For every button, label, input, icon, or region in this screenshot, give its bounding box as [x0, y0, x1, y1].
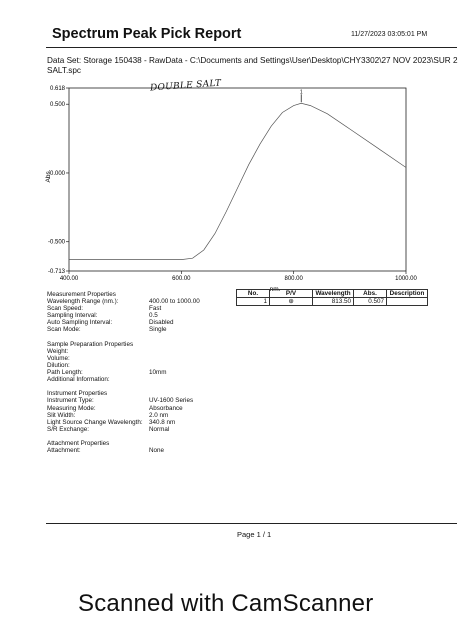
property-key: Measuring Mode: — [47, 404, 96, 412]
y-tick-label: -0.500 — [47, 239, 65, 246]
property-row — [47, 305, 237, 312]
attachment-heading: Attachment Properties — [47, 439, 110, 447]
property-key: Dilution: — [47, 361, 70, 369]
property-row — [47, 362, 237, 369]
property-key: Attachment: — [47, 447, 81, 455]
cell-abs: 0.507 — [354, 298, 387, 306]
property-key: Scan Mode: — [47, 326, 81, 334]
measurement-properties — [47, 298, 237, 333]
header-divider — [46, 47, 457, 48]
peak-label: 1 — [299, 89, 303, 96]
property-value: 0.5 — [149, 312, 158, 320]
col-no: No. — [237, 290, 270, 298]
property-row — [47, 312, 237, 319]
property-value: 2.0 nm — [149, 411, 169, 419]
y-tick-label: 0.000 — [49, 170, 65, 177]
property-key: Light Source Change Wavelength: — [47, 418, 143, 426]
property-value: Normal — [149, 425, 170, 433]
x-tick-label: 600.00 — [172, 276, 191, 282]
col-pv: P/V — [270, 290, 313, 298]
property-value: Fast — [149, 305, 162, 313]
instrument-properties — [47, 397, 237, 432]
property-row — [47, 319, 237, 326]
property-key: Instrument Type: — [47, 397, 94, 405]
series-line — [69, 103, 406, 259]
peak-layer — [300, 89, 303, 102]
property-value: UV-1600 Series — [149, 397, 194, 405]
x-tick-label: 1000.00 — [395, 276, 417, 282]
peak-table — [236, 289, 428, 306]
camscanner-watermark: Scanned with CamScanner — [78, 590, 374, 617]
y-tick-label: 0.618 — [49, 86, 65, 92]
property-value: 340.8 nm — [149, 418, 176, 426]
property-key: Slit Width: — [47, 411, 76, 419]
spectrum-chart — [30, 84, 420, 293]
page-number: Page 1 / 1 — [237, 530, 272, 539]
cell-wavelength: 813.50 — [313, 298, 354, 306]
property-row — [47, 298, 237, 305]
table-row — [237, 298, 428, 306]
property-row — [47, 419, 237, 426]
property-value: Disabled — [149, 319, 174, 327]
property-row — [47, 412, 237, 419]
x-axis-label: nm. — [269, 286, 281, 293]
property-row — [47, 405, 237, 412]
property-key: Wavelength Range (nm.): — [47, 298, 119, 306]
col-wavelength: Wavelength — [313, 290, 354, 298]
property-key: Auto Sampling Interval: — [47, 319, 113, 327]
property-row — [47, 326, 237, 333]
measurement-heading: Measurement Properties — [47, 291, 116, 298]
property-value: None — [149, 447, 165, 455]
property-key: Additional Information: — [47, 376, 110, 384]
footer-divider — [46, 523, 457, 524]
property-key: Volume: — [47, 354, 70, 362]
instrument-heading: Instrument Properties — [47, 390, 108, 398]
x-tick-label: 400.00 — [59, 276, 79, 282]
property-row — [47, 376, 237, 383]
sample-properties — [47, 348, 237, 383]
property-key: Path Length: — [47, 369, 83, 377]
dataset-path: Data Set: Storage 150438 - RawData - C:\Documents and Settings\User\Desktop\CHY3302\27 NOV 2023\SUR 2 SALT.spc — [47, 56, 458, 75]
col-abs: Abs. — [354, 290, 387, 298]
y-tick-label: 0.500 — [49, 102, 65, 109]
property-row — [47, 369, 237, 376]
property-row — [47, 355, 237, 362]
property-value: 10mm — [149, 369, 167, 377]
property-value: 400.00 to 1000.00 — [149, 298, 200, 306]
cell-no: 1 — [237, 298, 270, 306]
peak-table-header — [237, 290, 428, 298]
y-axis-label: Abs. — [45, 169, 52, 183]
property-key: Scan Speed: — [47, 305, 84, 313]
property-key: Sampling Interval: — [47, 312, 98, 320]
y-tick-label: -0.713 — [47, 269, 65, 275]
property-row — [47, 348, 237, 355]
property-key: Weight: — [47, 347, 69, 355]
sample-heading: Sample Preparation Properties — [47, 340, 134, 348]
series-layer — [69, 103, 406, 259]
cell-pv: ⊕ — [270, 298, 313, 306]
property-row — [47, 426, 237, 433]
property-value: Absorbance — [149, 404, 183, 412]
plot-frame — [69, 88, 406, 271]
x-axis — [60, 271, 418, 282]
handwritten-annotation: DOUBLE SALT — [149, 78, 222, 94]
report-title: Spectrum Peak Pick Report — [52, 26, 242, 42]
x-tick-label: 800.00 — [284, 276, 303, 282]
property-row — [47, 447, 237, 454]
property-row — [47, 397, 237, 404]
cell-description — [387, 298, 428, 306]
attachment-properties — [47, 447, 237, 454]
properties-panel — [47, 291, 237, 454]
report-datetime: 11/27/2023 03:05:01 PM — [351, 31, 428, 38]
property-value: Single — [149, 326, 167, 334]
property-key: S/R Exchange: — [47, 425, 90, 433]
col-description: Description — [387, 290, 428, 298]
